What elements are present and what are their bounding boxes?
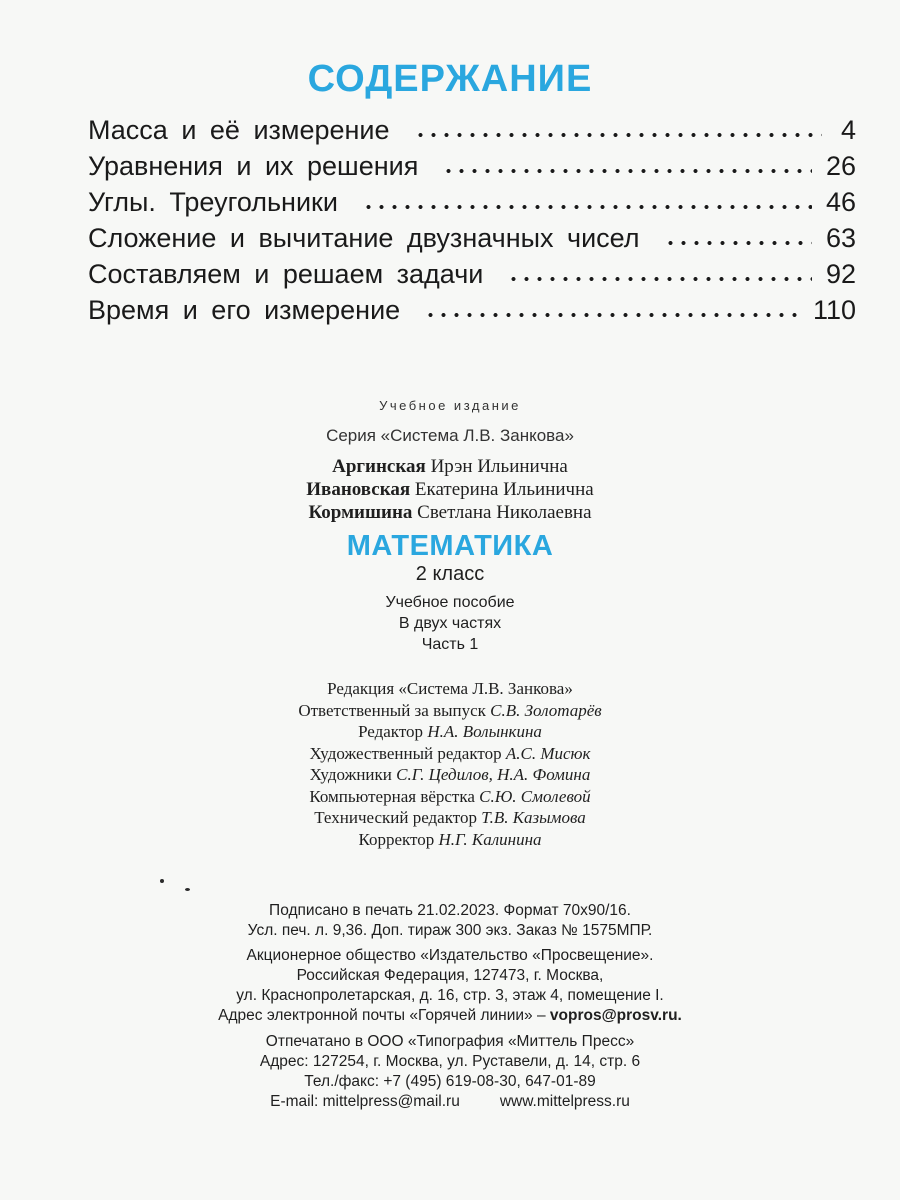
toc-item-page: 63 [825,223,856,253]
toc-item-page: 110 [812,295,856,325]
author-surname: Ивановская [306,479,411,500]
credit-line [0,786,900,808]
credit-role: Компьютерная вёрстка [309,786,475,806]
credit-line [0,678,900,700]
print-info-line: Усл. печ. л. 9,36. Доп. тираж 300 экз. Заказ № 1575МПР. [247,922,653,939]
toc-item-label: Сложение и вычитание двузначных чисел [88,223,640,253]
series-name: Серия «Система Л.В. Занкова» [326,426,574,445]
toc-item-page: 26 [825,151,856,181]
toc-leader-dots [424,313,799,317]
book-grade: 2 класс [415,563,485,585]
credit-role: Художники [309,765,392,784]
credits-list [0,678,900,850]
credit-person: Н.Г. Калинина [438,829,542,849]
printer-website[interactable]: www.mittelpress.ru [499,1093,630,1110]
author [0,455,900,478]
printer-email[interactable]: E-mail: mittelpress@mail.ru [270,1093,460,1110]
toc-leader-dots [442,169,812,173]
printer-contacts [0,1092,900,1112]
credit-person: «Система Л.В. Занкова» [398,679,573,698]
credit-role: Художественный редактор [309,743,502,763]
toc-leader-dots [507,277,812,281]
print-speck [160,879,164,883]
credit-person: С.В. Золотарёв [490,700,602,720]
credit-person: А.С. Мисюк [505,743,591,763]
publisher-email-label: Адрес электронной почты «Горячей линии» – [218,1007,550,1024]
book-part: Часть 1 [421,636,479,653]
author-name: Светлана Николаевна [417,502,592,523]
toc-item-label: Углы. Треугольники [88,187,338,217]
print-info [0,901,900,941]
author-surname: Кормишина [308,502,413,523]
publisher-info [0,946,900,1026]
credit-line [0,829,900,851]
author-surname: Аргинская [332,456,426,477]
toc-item-label: Составляем и решаем задачи [88,259,484,289]
credit-person: С.Ю. Смолевой [479,786,591,806]
author [0,501,900,524]
book-kind: Учебное пособие [385,594,515,611]
table-of-contents [88,112,856,328]
edition-type: Учебное издание [379,398,521,413]
toc-item [88,112,856,148]
print-speck [185,888,190,891]
credit-person: Т.В. Казымова [481,808,586,827]
toc-item-page: 46 [825,187,856,217]
author-name: Ирэн Ильинична [430,456,568,477]
credit-role: Редакция [327,679,395,698]
credit-role: Технический редактор [314,808,477,827]
toc-leader-dots [362,205,812,209]
toc-item [88,220,856,256]
printer-line: Отпечатано в ООО «Типография «Миттель Пресс» [265,1033,635,1050]
toc-item-label: Масса и её измерение [88,115,390,145]
toc-item [88,292,856,328]
print-info-line: Подписано в печать 21.02.2023. Формат 70х90/16. [269,902,631,919]
publisher-line: Российская Федерация, 127473, г. Москва, [296,967,604,984]
book-title: МАТЕМАТИКА [346,530,554,562]
credit-person: С.Г. Цедилов, Н.А. Фомина [396,765,591,784]
credit-role: Редактор [358,722,424,741]
toc-item-page: 92 [825,259,856,289]
toc-leader-dots [414,133,822,137]
printer-info [0,1032,900,1112]
toc-item-page: 4 [840,115,856,145]
toc-item [88,184,856,220]
printer-line: Адрес: 127254, г. Москва, ул. Руставели, д. 14, стр. 6 [259,1053,641,1070]
credit-line [0,743,900,765]
credit-role: Корректор [358,829,435,849]
publisher-line: Акционерное общество «Издательство «Просвещение». [246,947,654,964]
credit-line [0,807,900,829]
publisher-email-line [0,1006,900,1026]
credit-line [0,700,900,722]
toc-item [88,256,856,292]
credit-role: Ответственный за выпуск [298,700,486,720]
printer-line: Тел./факс: +7 (495) 619-08-30, 647-01-89 [304,1073,596,1090]
credit-line [0,764,900,786]
authors-list [0,455,900,524]
credit-line [0,721,900,743]
toc-item-label: Уравнения и их решения [88,151,419,181]
toc-leader-dots [664,241,812,245]
book-parts: В двух частях [398,615,502,632]
author [0,478,900,501]
publisher-email[interactable]: vopros@prosv.ru. [549,1007,682,1024]
publisher-line: ул. Краснопролетарская, д. 16, стр. 3, этаж 4, помещение I. [236,987,664,1004]
toc-item-label: Время и его измерение [88,295,401,325]
toc-title: СОДЕРЖАНИЕ [307,58,593,100]
toc-item [88,148,856,184]
author-name: Екатерина Ильинична [414,479,594,500]
credit-person: Н.А. Волынкина [427,722,542,741]
